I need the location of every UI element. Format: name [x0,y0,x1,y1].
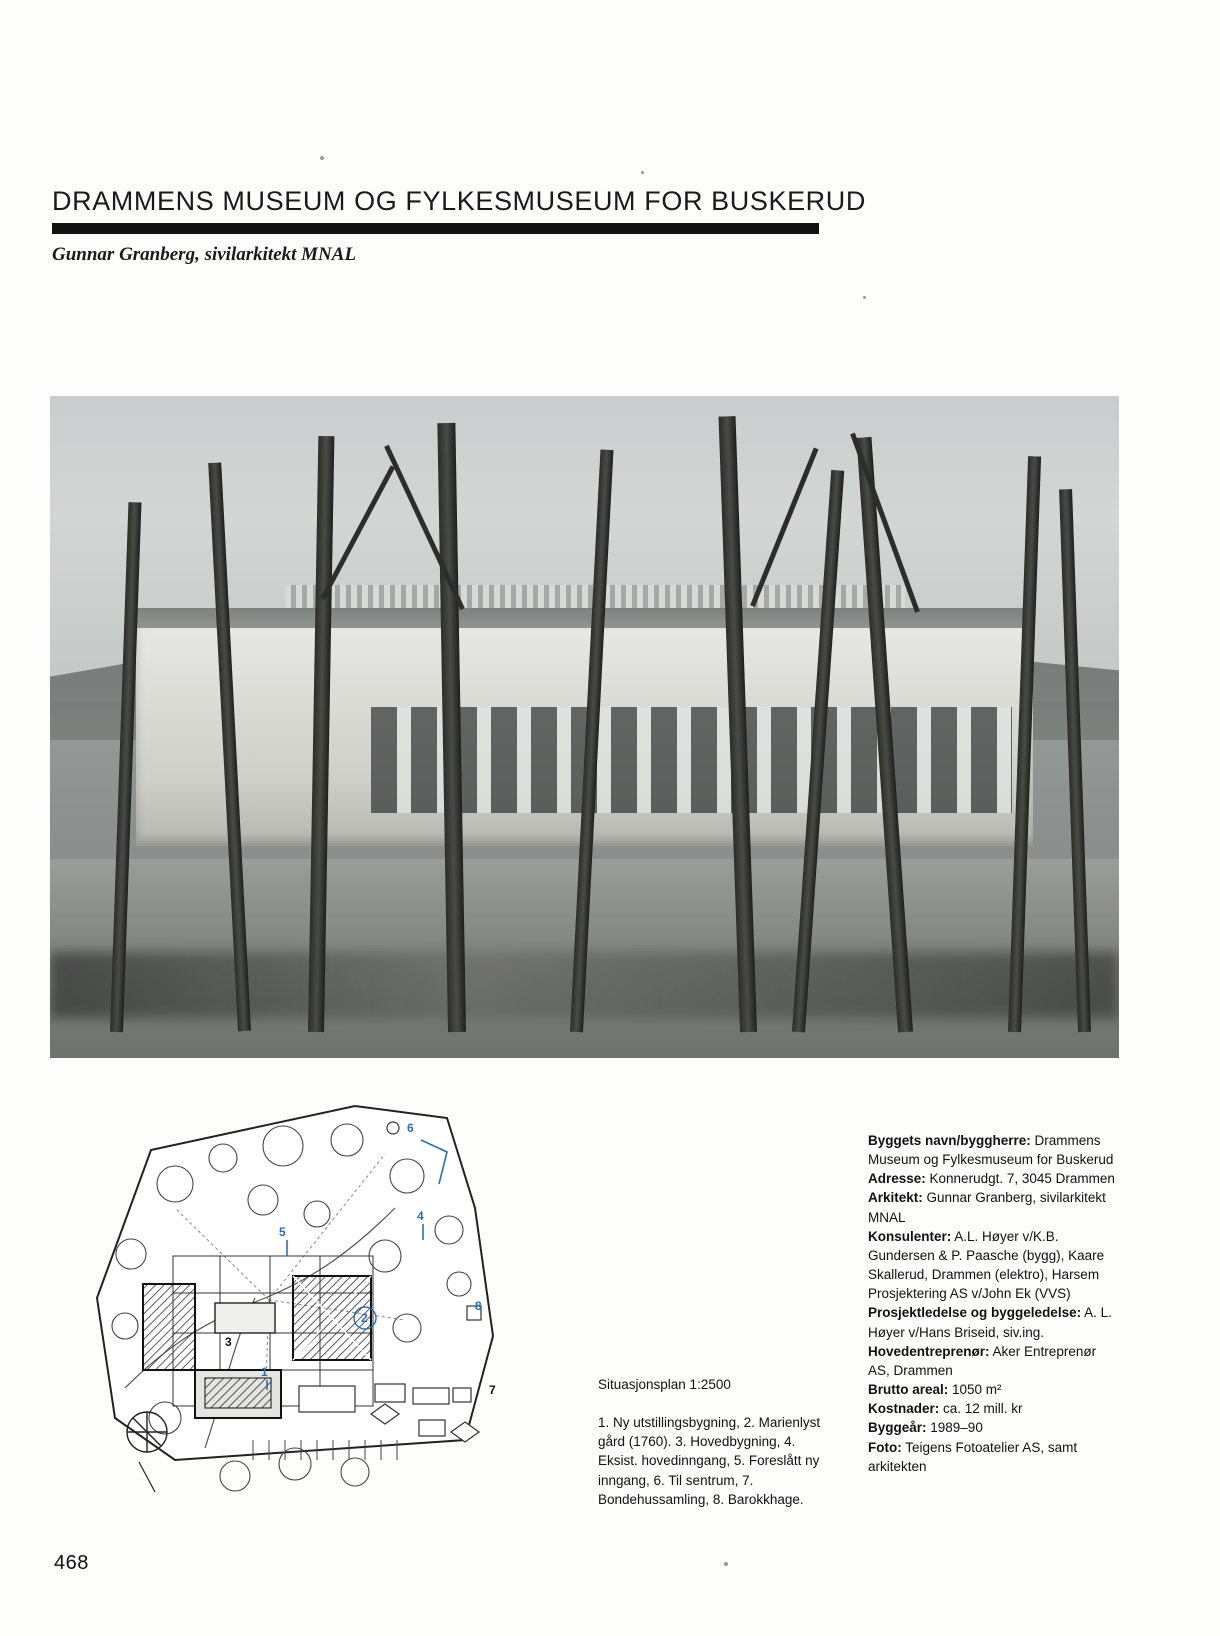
fact-label: Hovedentreprenør: [868,1343,990,1359]
fact-item [868,1131,1118,1169]
site-marker-4: 4 [417,1209,424,1223]
page-title: DRAMMENS MUSEUM OG FYLKESMUSEUM FOR BUSKERUD [52,186,866,216]
fact-value: Teigens Fotoatelier AS, samt arkitekten [868,1439,1078,1474]
site-plan-drawing [55,1088,555,1508]
scan-speck [863,296,866,299]
scan-speck [724,1562,728,1566]
photo-window-row [371,707,1012,813]
site-marker-7: 7 [489,1383,496,1397]
scan-speck [641,171,644,174]
fact-label: Byggets navn/byggherre: [868,1133,1031,1148]
site-marker-8: 8 [475,1299,482,1313]
fact-label: Adresse: [868,1171,926,1187]
scan-speck [320,156,324,160]
article-byline: Gunnar Granberg, sivilarkitekt MNAL [52,244,357,265]
fact-item [868,1418,1118,1437]
fact-item [868,1303,1118,1341]
fact-value: 1989–90 [926,1420,983,1436]
fact-item [868,1342,1118,1380]
fact-item [868,1227,1118,1304]
fact-value: A.L. Høyer v/K.B. Gundersen & P. Paasche (bygg), Kaare Skallerud, Drammen (elektro), Harsem Prosjektering AS v/John Ek (VVS) [868,1228,1105,1302]
fact-value: Aker Entreprenør AS, Drammen [868,1343,1097,1378]
site-plan-caption-title: Situasjonsplan 1:2500 [598,1377,731,1392]
fact-value: A. L. Høyer v/Hans Briseid, siv.ing. [868,1305,1112,1340]
site-marker-5: 5 [279,1225,286,1239]
article-header [52,186,866,266]
fact-label: Foto: [868,1439,902,1455]
fact-label: Arkitekt: [868,1190,923,1206]
fact-item [868,1399,1118,1418]
fact-item [868,1380,1118,1399]
site-marker-1: 1 [261,1365,268,1379]
fact-value: Gunnar Granberg, sivilarkitekt MNAL [868,1190,1106,1225]
fact-label: Kostnader: [868,1401,940,1417]
fact-label: Konsulenter: [868,1228,952,1244]
page-number: 468 [54,1552,89,1574]
project-facts [868,1131,1118,1476]
title-rule [52,223,819,234]
site-plan-legend-text: 1. Ny utstillingsbygning, 2. Marienlyst gård (1760). 3. Hovedbygning, 4. Eksist. hovedinngang, 5. Foreslått ny inngang, 6. Til sentrum, 7. Bondehussamling, 8. Barokkhage. [598,1415,821,1507]
fact-value: 1050 m² [948,1382,1002,1398]
fact-item [868,1188,1118,1226]
fact-label: Byggeår: [868,1420,927,1436]
site-plan-legend [598,1413,838,1509]
fact-value: Drammens Museum og Fylkesmuseum for Buskerud [868,1133,1114,1168]
site-marker-3: 3 [225,1335,232,1349]
site-plan-caption [598,1375,838,1509]
fact-item [868,1438,1118,1476]
site-marker-6: 6 [407,1121,414,1135]
fact-value: ca. 12 mill. kr [939,1401,1023,1417]
fact-label: Brutto areal: [868,1382,949,1398]
fact-value: Konnerudgt. 7, 3045 Drammen [925,1171,1115,1187]
exterior-photo [50,396,1119,1058]
fact-label: Prosjektledelse og byggeledelse: [868,1305,1082,1321]
fact-item [868,1169,1118,1188]
site-marker-2: 2 [361,1311,368,1325]
